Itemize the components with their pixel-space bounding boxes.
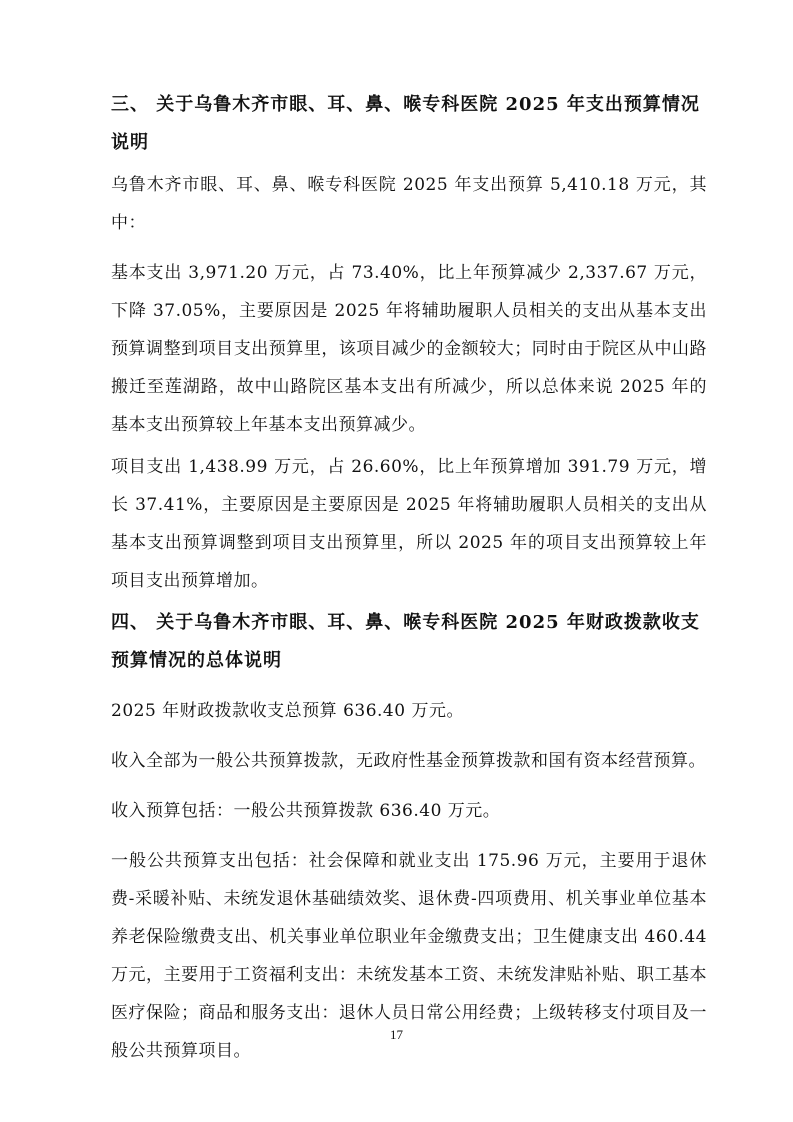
section-3-paragraph-1: 乌鲁木齐市眼、耳、鼻、喉专科医院 2025 年支出预算 5,410.18 万元，其中： bbox=[111, 175, 707, 233]
section-3-heading: 三、 关于乌鲁木齐市眼、耳、鼻、喉专科医院 2025 年支出预算情况说明 bbox=[111, 94, 700, 153]
section-4-paragraph-1: 2025 年财政拨款收支总预算 636.40 万元。 bbox=[111, 701, 464, 721]
section-3-paragraph-3: 项目支出 1,438.99 万元，占 26.60%，比上年预算增加 391.79 万元，增长 37.41%，主要原因是主要原因是 2025 年将辅助履职人员相关的支出从基本支出预算调整到项目支出预算里，所以 2025 年的项目支出预算较上年项目支出预算增加。 bbox=[111, 457, 707, 591]
page-content bbox=[111, 86, 707, 1070]
section-4-paragraph-4: 一般公共预算支出包括：社会保障和就业支出 175.96 万元，主要用于退休费-采暖补贴、未统发退休基础绩效奖、退休费-四项费用、机关事业单位基本养老保险缴费支出、机关事业单位职业年金缴费支出；卫生健康支出 460.44 万元，主要用于工资福利支出：未统发基本工资、未统发津贴补贴、职工基本医疗保险；商品和服务支出：退休人员日常公用经费；上级转移支付项目及一般公共预算项目。 bbox=[111, 851, 707, 1061]
section-3-paragraph-2: 基本支出 3,971.20 万元，占 73.40%，比上年预算减少 2,337.67 万元，下降 37.05%，主要原因是 2025 年将辅助履职人员相关的支出从基本支出预算调整到项目支出预算里，该项目减少的金额较大；同时由于院区从中山路搬迁至莲湖路，故中山路院区基本支出有所减少，所以总体来说 2025 年的基本支出预算较上年基本支出预算减少。 bbox=[111, 263, 707, 435]
spacer bbox=[111, 680, 707, 692]
page-number: 17 bbox=[390, 1027, 403, 1042]
section-4-paragraph-3: 收入预算包括：一般公共预算拨款 636.40 万元。 bbox=[111, 801, 501, 821]
spacer bbox=[111, 830, 707, 842]
section-4-heading: 四、 关于乌鲁木齐市眼、耳、鼻、喉专科医院 2025 年财政拨款收支预算情况的总体说明 bbox=[111, 612, 700, 671]
spacer bbox=[111, 242, 707, 254]
spacer bbox=[111, 730, 707, 742]
section-4-paragraph-2: 收入全部为一般公共预算拨款，无政府性基金预算拨款和国有资本经营预算。 bbox=[111, 751, 706, 771]
spacer bbox=[111, 780, 707, 792]
